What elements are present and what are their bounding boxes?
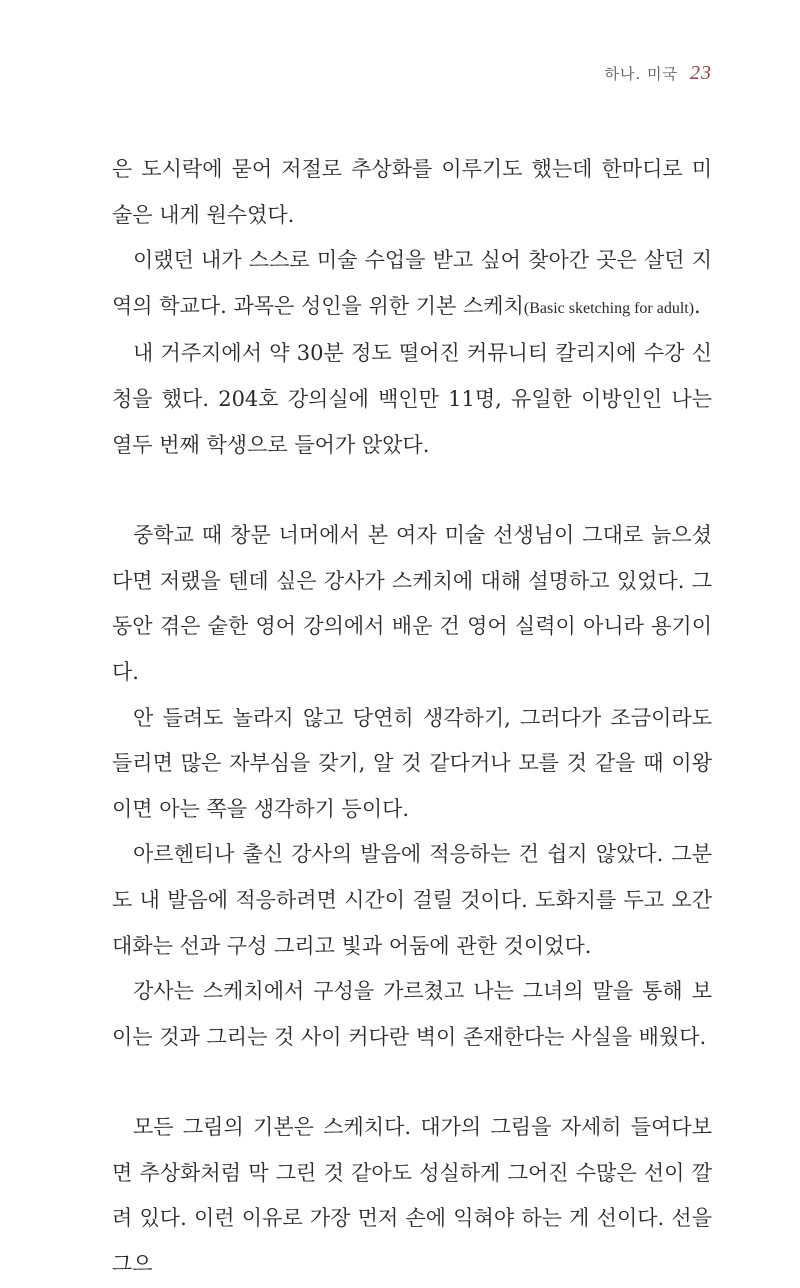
paragraph: 모든 그림의 기본은 스케치다. 대가의 그림을 자세히 들여다보면 추상화처럼 막 그린 것 같아도 성실하게 그어진 수많은 선이 깔려 있다. 이런 이유로 가장 먼저 손에 익혀야 하는 게 선이다. 선을 그으 — [112, 1115, 712, 1277]
section-break — [112, 468, 712, 513]
body-text — [112, 147, 712, 1288]
paragraph — [112, 238, 712, 331]
paragraph: 아르헨티나 출신 강사의 발음에 적응하는 건 쉽지 않았다. 그분도 내 발음에 적응하려면 시간이 걸릴 것이다. 도화지를 두고 오간 대화는 선과 구성 그리고 빛과 어둠에 관한 것이었다. — [112, 842, 712, 958]
page-number: 23 — [690, 62, 712, 84]
paragraph: 중학교 때 창문 너머에서 본 여자 미술 선생님이 그대로 늙으셨다면 저랬을 텐데 싶은 강사가 스케치에 대해 설명하고 있었다. 그동안 겪은 숱한 영어 강의에서 배운 건 영어 실력이 아니라 용기이다. — [112, 523, 712, 684]
paragraph: 은 도시락에 묻어 저절로 추상화를 이루기도 했는데 한마디로 미술은 내게 원수였다. — [112, 157, 712, 227]
english-course-title: (Basic sketching for adult) — [523, 299, 695, 317]
section-break — [112, 1060, 712, 1105]
paragraph-end: . — [694, 293, 701, 318]
paragraph: 안 들려도 놀라지 않고 당연히 생각하기, 그러다가 조금이라도 들리면 많은 자부심을 갖기, 알 것 같다거나 모를 것 같을 때 이왕이면 아는 쪽을 생각하기 등이다. — [112, 705, 712, 821]
running-head — [605, 62, 713, 85]
paragraph-text: 이랬던 내가 스스로 미술 수업을 받고 싶어 찾아간 곳은 살던 지역의 학교다. 과목은 성인을 위한 기본 스케치 — [112, 248, 712, 318]
paragraph: 내 거주지에서 약 30분 정도 떨어진 커뮤니티 칼리지에 수강 신청을 했다. 204호 강의실에 백인만 11명, 유일한 이방인인 나는 열두 번째 학생으로 들어가 앉았다. — [112, 341, 712, 457]
chapter-title: 하나. 미국 — [604, 65, 678, 83]
paragraph: 강사는 스케치에서 구성을 가르쳤고 나는 그녀의 말을 통해 보이는 것과 그리는 것 사이 커다란 벽이 존재한다는 사실을 배웠다. — [112, 979, 712, 1049]
